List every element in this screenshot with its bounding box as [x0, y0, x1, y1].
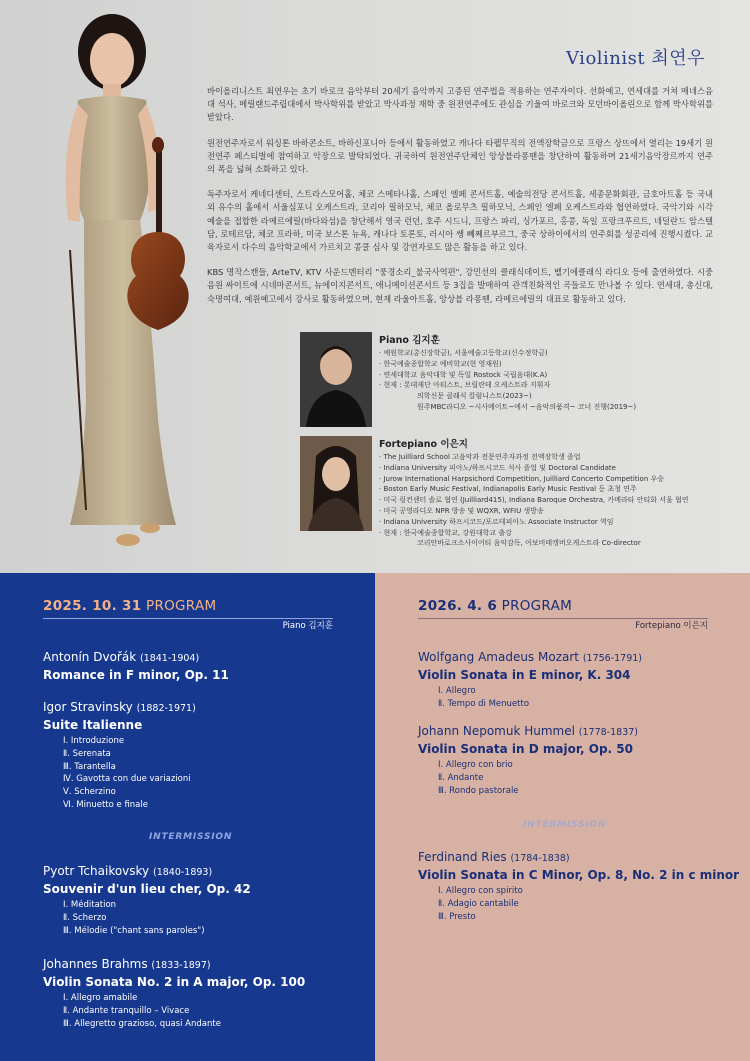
composer-years: (1756-1791): [582, 653, 643, 664]
work-title: Violin Sonata in C Minor, Op. 8, No. 2 in c minor: [418, 868, 740, 882]
movement-item: Ⅱ. Andante tranquillo – Vivace: [63, 1005, 190, 1016]
list-item: · 한국예술종합학교 예비학교(현 영재원): [379, 359, 502, 368]
program-piece: [43, 863, 251, 937]
pianist-profile: [300, 332, 720, 427]
list-item: · Jurow International Harpsichord Competition, Juilliard Concerto Competition 우승: [379, 474, 665, 483]
list-item: · 현재 : 한국예술종합학교, 강원대학교 출강: [379, 528, 512, 537]
page-title: Violinist 최연우: [566, 48, 705, 69]
violinist-photo: [0, 0, 240, 573]
movement-item: Ⅰ. Introduzione: [63, 736, 125, 746]
fortepianist-role: Fortepiano 이은지: [379, 439, 468, 450]
program-label: PROGRAM: [501, 598, 573, 614]
program-heading: [43, 598, 216, 614]
composer-name: Ferdinand Ries: [418, 850, 507, 864]
composer-years: (1882-1971): [136, 703, 196, 714]
pianist-role: Piano 김지훈: [379, 335, 440, 346]
movement-item: Ⅰ. Allegro amabile: [63, 993, 138, 1003]
movement-item: Ⅱ. Scherzo: [63, 912, 107, 923]
list-item: · Boston Early Music Festival, Indianapolis Early Music Festival 등 초청 연주: [379, 485, 637, 494]
program-2025: [0, 573, 375, 1061]
fortepianist-profile: [300, 436, 720, 548]
program-performer: Piano 김지훈: [282, 621, 333, 631]
program-label: PROGRAM: [146, 598, 217, 614]
pianist-photo: [300, 332, 372, 427]
bio-paragraph: KBS 명작스캔들, ArteTV, KTV 사운드멘터리 "풍경소리_불국사역편", 강민선의 클래식데이트, 벨기에클래식 라디오 등에 출연하였다. 시중 음원 싸이트에 시네마콘서트, 뉴에이지콘서트, 애니메이션콘서트 등 3집을 발매하여 관객친화적인 곡들로도 만나볼 수 있다. 연세대, 총신대, 숙명여대, 예원예고에서 강사로 활동하였으며, 현재 라울아트홀, 앙상블 라퐁땐, 라메르에릴의 대표로 활동하고 있다.: [207, 267, 713, 304]
movement-item: Ⅰ. Allegro con spirito: [438, 886, 523, 896]
program-2026: [375, 573, 750, 1061]
movement-item: Ⅴ. Scherzino: [63, 787, 116, 798]
list-item: · Indiana University 피아노/하프시코드 석사 졸업 및 Doctoral Candidate: [379, 463, 616, 472]
program-piece: [418, 649, 642, 711]
movement-list: [43, 735, 196, 812]
work-title: Romance in F minor, Op. 11: [43, 668, 229, 682]
movement-list: [43, 899, 251, 937]
list-item: · 연세대학교 음악대학 및 독일 Rostock 국립음대(K.A): [379, 370, 548, 379]
composer-name: Wolfgang Amadeus Mozart: [418, 650, 579, 664]
program-heading: [418, 598, 572, 614]
movement-list: [418, 685, 642, 711]
movement-item: Ⅰ. Allegro con brio: [438, 760, 513, 770]
movement-item: Ⅱ. Tempo di Menuetto: [438, 698, 530, 709]
program-piece: [43, 649, 229, 683]
list-item: · 미국 링컨센터 솔로 협연 (Juilliard415), Indiana Baroque Orchestra, 카메라타 안티화 서울 협연: [379, 496, 689, 505]
composer-name: Igor Stravinsky: [43, 700, 133, 714]
bio-text: [207, 85, 713, 318]
movement-item: Ⅲ. Presto: [438, 911, 476, 922]
movement-item: Ⅰ. Allegro: [438, 686, 476, 696]
movement-item: Ⅵ. Minuetto e finale: [63, 799, 148, 810]
movement-item: Ⅰ. Méditation: [63, 900, 117, 910]
movement-item: Ⅲ. Rondo pastorale: [438, 785, 519, 796]
movement-item: Ⅲ. Mélodie ("chant sans paroles"): [63, 925, 205, 936]
program-piece: [43, 956, 305, 1030]
list-item: · 예원학교(총신장학금), 서울예술고등학교(신수정학금): [379, 349, 548, 357]
work-title: Violin Sonata No. 2 in A major, Op. 100: [43, 975, 306, 989]
program-date: 2025. 10. 31: [43, 598, 142, 614]
composer-name: Johann Nepomuk Hummel: [418, 724, 575, 738]
movement-item: Ⅳ. Gavotta con due variazioni: [63, 774, 191, 785]
work-title: Violin Sonata in D major, Op. 50: [418, 742, 633, 756]
movement-item: Ⅲ. Allegretto grazioso, quasi Andante: [63, 1018, 221, 1029]
program-performer: Fortepiano 이은지: [635, 621, 708, 631]
movement-item: Ⅱ. Serenata: [63, 748, 111, 759]
list-item: · The Juilliard School 고음악과 전문연주자과정 전액장학생 졸업: [379, 453, 581, 461]
composer-years: (1778-1837): [578, 727, 638, 738]
bio-paragraph: 독주자로서 케네디센터, 스트라스모어홀, 체코 스메타나홀, 스페인 엘페 콘서트홀, 예술의전당 콘서트홀, 세종문화회관, 금호아트홀 등 국내외 유수의 홀에서 서울심포니 오케스트라, 코리아 필하모닉, 체코 올로무츠 필하모닉, 스페인 엘페 오케스트라와 협연하였다. 국악기와 시각예술을 접합한 라메르에릴(바다와섬)을 창단해서 영국 런던, 호주 시드니, 프랑스 파리, 싱가포르, 홍콩, 독일 프랑크푸르트, 네덜란드 암스텔담, 로테르담, 체코 프라하, 미국 보스톤 뉴욕, 캐나다 토론토, 러시아 쌩 뻬쩨르부르그, 중국 상하이에서의 연주회를 성공리에 진행시켰다. 교육자로서 다수의 음악학교에서 가르치고 콩쿨 심사 및 강연자로도 많은 활동을 하고 있다.: [207, 189, 713, 253]
composer-years: (1833-1897): [151, 960, 211, 971]
composer-name: Johannes Brahms: [43, 957, 148, 971]
program-piece: [418, 849, 739, 923]
work-title: Souvenir d'un lieu cher, Op. 42: [43, 882, 251, 896]
list-item: 원주MBC라디오 ~시사메이트~에서 ~음악의품격~ 코너 진행(2019~): [417, 402, 637, 411]
fortepianist-info: [379, 436, 724, 549]
pianist-bio-list: [379, 348, 724, 413]
composer-years: (1841-1904): [139, 653, 200, 664]
list-item: · 미국 공영라디오 NPR 방송 및 WQXR, WFIU 생방송: [379, 506, 544, 515]
movement-item: Ⅱ. Andante: [438, 772, 484, 783]
movement-list: [418, 885, 739, 923]
bio-paragraph: 원전연주자로서 워싱톤 바하콘소트, 바하신포니아 등에서 활동하였고 캐나다 타펠무직의 전액장학금으로 프랑스 상뜨에서 열리는 19세기 원전연주 페스티벌에 참여하고 악장으로 발탁되었다. 귀국하여 원전연주단체인 앙상블라퐁땐을 창단하여 활동하며 21세기음악장르까지 연주의 폭을 넓혀 소화하고 있다.: [207, 137, 713, 175]
fortepianist-photo: [300, 436, 372, 531]
intermission-label: INTERMISSION: [523, 820, 607, 830]
program-piece: [43, 699, 196, 812]
intermission-label: INTERMISSION: [149, 832, 233, 842]
program-date: 2026. 4. 6: [418, 598, 498, 614]
bio-paragraph: 바이올리니스트 최연우는 초기 바로크 음악부터 20세기 음악까지 고증된 연주법을 적용하는 연주자이다. 선화예고, 연세대를 거쳐 매네스음대 석사, 메릴랜드주립대에서 박사학위를 받았고 박사과정 재학 중 원전연주에도 관심을 기울여 바로크와 모던바이올린으로 함께 박사학위를 받았다.: [207, 86, 713, 123]
fortepianist-bio-list: [379, 452, 724, 549]
list-item: · Indiana University 하프시코드/포르테피아노 Associate Instructor 역임: [379, 517, 614, 526]
movement-list: [43, 992, 305, 1030]
work-title: Suite Italienne: [43, 718, 143, 732]
composer-years: (1840-1893): [152, 867, 213, 878]
movement-item: Ⅱ. Adagio cantabile: [438, 898, 519, 909]
movement-list: [418, 759, 638, 797]
work-title: Violin Sonata in E minor, K. 304: [418, 668, 631, 682]
movement-item: Ⅲ. Tarantella: [63, 761, 116, 772]
composer-years: (1784-1838): [510, 853, 570, 864]
composer-name: Pyotr Tchaikovsky: [43, 864, 150, 878]
program-piece: [418, 723, 638, 797]
pianist-info: [379, 332, 724, 413]
list-item: · 현재 : 롯데재단 아티스트, 브릴란테 오케스트라 지휘자: [379, 381, 551, 390]
composer-name: Antonín Dvořák: [43, 650, 137, 664]
list-item: 코리안바로크소사이어티 음악감독, 아보비태캥버오케스트라 Co-director: [417, 539, 641, 548]
list-item: 의학신문 클래식 칼럼니스트(2023~): [417, 392, 532, 401]
